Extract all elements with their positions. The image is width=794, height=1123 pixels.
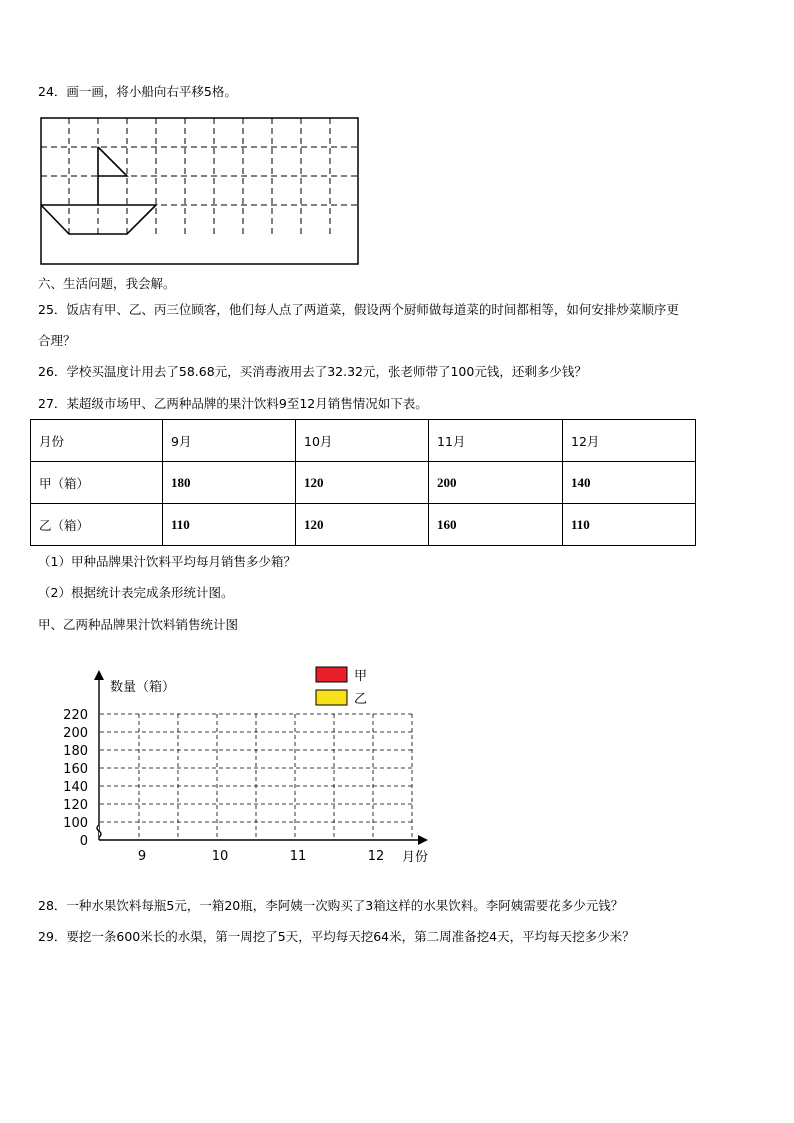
sales-table [30, 419, 696, 546]
table-cell: 120 [296, 462, 429, 504]
table-row [31, 504, 696, 546]
question-24: 24．画一画，将小船向右平移5格。 [38, 84, 237, 99]
y-tick-label: 100 [63, 816, 88, 831]
y-tick-label: 120 [63, 798, 88, 813]
x-tick-label: 10 [211, 849, 229, 864]
x-tick-label: 11 [289, 849, 307, 864]
question-25-line2: 合理？ [38, 333, 76, 348]
table-header-cell: 11月 [429, 420, 563, 462]
legend-label: 乙 [354, 692, 368, 707]
axis-break [97, 825, 101, 837]
question-27-sub2: （2）根据统计表完成条形统计图。 [38, 585, 234, 600]
x-tick-label: 12 [367, 849, 385, 864]
y-tick-label: 220 [63, 708, 88, 723]
grid-dashed-lines [41, 118, 358, 236]
table-cell: 160 [429, 504, 563, 546]
bar-chart [0, 650, 470, 870]
question-27-sub1: （1）甲种品牌果汁饮料平均每月销售多少箱？ [38, 554, 296, 569]
question-27: 27．某超级市场甲、乙两种品牌的果汁饮料9至12月销售情况如下表。 [38, 396, 428, 411]
table-cell: 180 [163, 462, 296, 504]
question-25-line1: 25．饭店有甲、乙、丙三位顾客，他们每人点了两道菜，假设两个厨师做每道菜的时间都相等，如何安排炒菜顺序更 [38, 302, 679, 317]
y-axis-arrow [94, 670, 104, 680]
legend-swatch [316, 667, 347, 682]
question-26: 26．学校买温度计用去了58.68元，买消毒液用去了32.32元，张老师带了100元钱，还剩多少钱？ [38, 364, 587, 379]
table-header-cell: 12月 [563, 420, 696, 462]
y-tick-label: 180 [63, 744, 88, 759]
question-29: 29．要挖一条600米长的水渠，第一周挖了5天，平均每天挖64米，第二周准备挖4天，平均每天挖多少米？ [38, 929, 635, 944]
table-row-label: 甲（箱） [31, 462, 163, 504]
table-header-cell: 月份 [31, 420, 163, 462]
y-tick-label: 160 [63, 762, 88, 777]
table-cell: 120 [296, 504, 429, 546]
question-28: 28．一种水果饮料每瓶5元，一箱20瓶，李阿姨一次购买了3箱这样的水果饮料。李阿姨需要花多少元钱？ [38, 898, 624, 913]
table-cell: 110 [563, 504, 696, 546]
chart-title: 甲、乙两种品牌果汁饮料销售统计图 [38, 617, 239, 632]
legend-swatch [316, 690, 347, 705]
table-header-cell: 10月 [296, 420, 429, 462]
legend-label: 甲 [354, 669, 368, 684]
grid-border [41, 118, 358, 264]
section-heading: 六、生活问题，我会解。 [38, 276, 176, 291]
x-axis-arrow [418, 835, 428, 845]
y-axis-label: 数量（箱） [110, 680, 176, 695]
y-tick-label: 200 [63, 726, 88, 741]
table-row-label: 乙（箱） [31, 504, 163, 546]
table-header-cell: 9月 [163, 420, 296, 462]
y-tick-label: 140 [63, 780, 88, 795]
table-header-row [31, 420, 696, 462]
x-axis-label: 月份 [402, 850, 429, 865]
y-tick-label: 0 [79, 834, 88, 849]
table-cell: 200 [429, 462, 563, 504]
table-cell: 110 [163, 504, 296, 546]
boat-grid [40, 117, 360, 267]
x-tick-label: 9 [137, 849, 147, 864]
table-row [31, 462, 696, 504]
table-cell: 140 [563, 462, 696, 504]
